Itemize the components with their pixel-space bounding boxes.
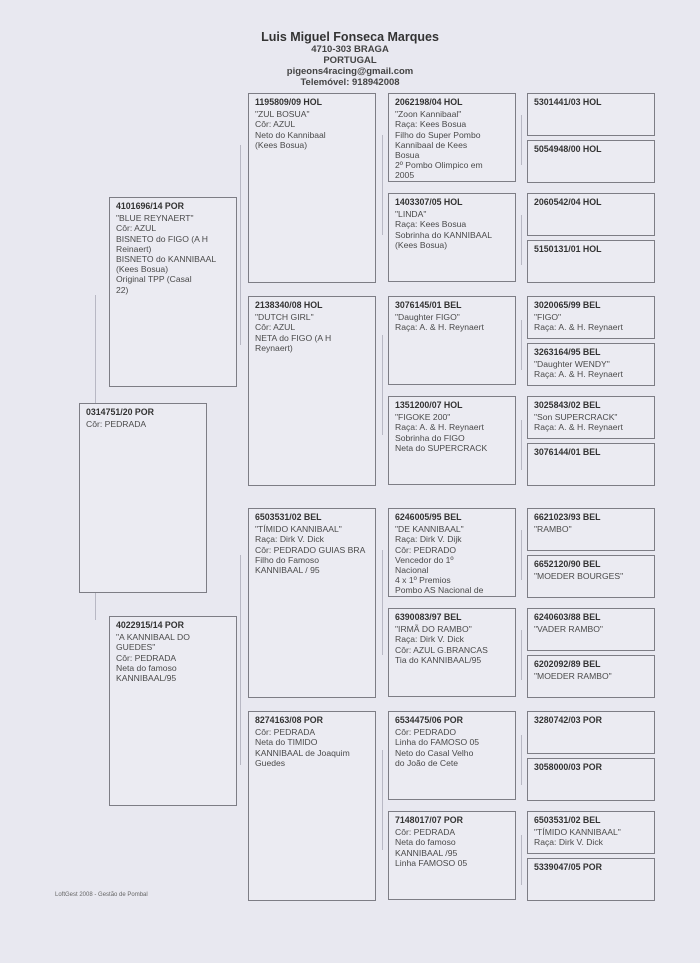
gen5-ancestor (527, 443, 655, 486)
pigeon-info: "IRMÃ DO RAMBO" Raça: Dirk V. Dick Côr: AZUL G.BRANCAS Tia do KANNIBAAL/95 (395, 624, 488, 665)
pigeon-info: "DE KANNIBAAL" Raça: Dirk V. Dijk Côr: PEDRADO Vencedor do 1º Nacional 4 x 1º Premios Pombo AS Nacional de (395, 524, 484, 596)
gen5-ancestor (527, 193, 655, 236)
connector-line (382, 335, 383, 435)
connector-line (521, 835, 522, 885)
parent-dam (109, 616, 237, 806)
pigeon-info: "MOEDER RAMBO" (534, 671, 612, 682)
ring-number: 5150131/01 HOL (534, 244, 602, 254)
pigeon-info: "FIGOKE 200" Raça: A. & H. Reynaert Sobrinha do FIGO Neta do SUPERCRACK (395, 412, 488, 453)
connector-line (521, 215, 522, 265)
connector-line (521, 630, 522, 680)
ring-number: 6390083/97 BEL (395, 612, 462, 622)
connector-line (240, 555, 241, 765)
ring-number: 2138340/08 HOL (255, 300, 323, 310)
connector-line (521, 735, 522, 785)
pigeon-info: "DUTCH GIRL" Côr: AZUL NETA do FIGO (A H Reynaert) (255, 312, 332, 353)
gen5-ancestor (527, 508, 655, 551)
great-grandparent (388, 93, 516, 182)
gen5-ancestor (527, 711, 655, 754)
ring-number: 6503531/02 BEL (534, 815, 601, 825)
grandparent (248, 711, 376, 901)
great-grandparent (388, 608, 516, 697)
pigeon-info: "VADER RAMBO" (534, 624, 603, 635)
gen5-ancestor (527, 758, 655, 801)
great-grandparent (388, 711, 516, 800)
ring-number: 1195809/09 HOL (255, 97, 323, 107)
ring-number: 6202092/89 BEL (534, 659, 601, 669)
ring-number: 0314751/20 POR (86, 407, 154, 417)
ring-number: 3058000/03 POR (534, 762, 602, 772)
ring-number: 6246005/95 BEL (395, 512, 462, 522)
gen5-ancestor (527, 396, 655, 439)
ring-number: 6534475/06 POR (395, 715, 463, 725)
great-grandparent (388, 296, 516, 385)
breeder-country: PORTUGAL (323, 55, 377, 66)
ring-number: 6240603/88 BEL (534, 612, 601, 622)
pigeon-info: "FIGO" Raça: A. & H. Reynaert (534, 312, 623, 333)
connector-line (382, 550, 383, 655)
ring-number: 2060542/04 HOL (534, 197, 602, 207)
pigeon-info: Côr: PEDRADA Neta do TIMIDO KANNIBAAL de Joaquim Guedes (255, 727, 350, 768)
pigeon-info: "RAMBO" (534, 524, 572, 535)
great-grandparent (388, 396, 516, 485)
ring-number: 1403307/05 HOL (395, 197, 463, 207)
gen5-ancestor (527, 296, 655, 339)
ring-number: 6503531/02 BEL (255, 512, 322, 522)
grandparent (248, 508, 376, 698)
gen5-ancestor (527, 858, 655, 901)
breeder-header (0, 30, 700, 88)
connector-line (521, 320, 522, 370)
gen5-ancestor (527, 93, 655, 136)
great-grandparent (388, 811, 516, 900)
grandparent (248, 93, 376, 283)
great-grandparent (388, 508, 516, 597)
gen5-ancestor (527, 240, 655, 283)
breeder-address: 4710-303 BRAGA (311, 44, 389, 55)
ring-number: 3025843/02 BEL (534, 400, 601, 410)
pigeon-info: "A KANNIBAAL DO GUEDES" Côr: PEDRADA Neta do famoso KANNIBAAL/95 (116, 632, 190, 684)
ring-number: 3076145/01 BEL (395, 300, 462, 310)
connector-line (521, 115, 522, 165)
pigeon-info: "Daughter FIGO" Raça: A. & H. Reynaert (395, 312, 484, 333)
parent-sire (109, 197, 237, 387)
ring-number: 8274163/08 POR (255, 715, 323, 725)
pigeon-info: "Daughter WENDY" Raça: A. & H. Reynaert (534, 359, 623, 380)
gen5-ancestor (527, 608, 655, 651)
pigeon-info: "MOEDER BOURGES" (534, 571, 624, 582)
pigeon-info: Côr: PEDRADO Linha do FAMOSO 05 Neto do Casal Velho do João de Cete (395, 727, 480, 768)
ring-number: 5301441/03 HOL (534, 97, 602, 107)
ring-number: 1351200/07 HOL (395, 400, 463, 410)
pigeon-info: "ZUL BOSUA" Côr: AZUL Neto do Kannibaal (Kees Bosua) (255, 109, 326, 150)
ring-number: 5339047/05 POR (534, 862, 602, 872)
ring-number: 4022915/14 POR (116, 620, 184, 630)
gen5-ancestor (527, 811, 655, 854)
pedigree-subject (79, 403, 207, 593)
pigeon-info: "LINDA" Raça: Kees Bosua Sobrinha do KANNIBAAL (Kees Bosua) (395, 209, 492, 250)
ring-number: 3280742/03 POR (534, 715, 602, 725)
gen5-ancestor (527, 140, 655, 183)
gen5-ancestor (527, 343, 655, 386)
ring-number: 6621023/93 BEL (534, 512, 601, 522)
pigeon-info: Côr: PEDRADA Neta do famoso KANNIBAAL /95 Linha FAMOSO 05 (395, 827, 468, 868)
pigeon-info: "TÍMIDO KANNIBAAL" Raça: Dirk V. Dick (534, 827, 621, 848)
gen5-ancestor (527, 555, 655, 598)
pigeon-info: "Son SUPERCRACK" Raça: A. & H. Reynaert (534, 412, 623, 433)
pigeon-info: "TÍMIDO KANNIBAAL" Raça: Dirk V. Dick Côr: PEDRADO GUIAS BRA Filho do Famoso KANNIBAAL / 95 (255, 524, 366, 576)
ring-number: 3020065/99 BEL (534, 300, 601, 310)
ring-number: 2062198/04 HOL (395, 97, 463, 107)
breeder-name: Luis Miguel Fonseca Marques (261, 30, 439, 44)
software-footer: LoftGest 2008 - Gestão de Pombal (55, 892, 148, 898)
ring-number: 5054948/00 HOL (534, 144, 602, 154)
connector-line (521, 530, 522, 580)
gen5-ancestor (527, 655, 655, 698)
pigeon-info: Côr: PEDRADA (86, 419, 147, 430)
ring-number: 6652120/90 BEL (534, 559, 601, 569)
pigeon-info: "Zoon Kannibaal" Raça: Kees Bosua Filho do Super Pombo Kannibaal de Kees Bosua 2º Pombo Olimpico em 2005 (395, 109, 483, 181)
grandparent (248, 296, 376, 486)
breeder-phone: Telemóvel: 918942008 (300, 77, 400, 88)
connector-line (382, 135, 383, 235)
connector-line (521, 420, 522, 470)
great-grandparent (388, 193, 516, 282)
breeder-email: pigeons4racing@gmail.com (286, 66, 414, 77)
ring-number: 7148017/07 POR (395, 815, 463, 825)
connector-line (240, 145, 241, 345)
ring-number: 3076144/01 BEL (534, 447, 601, 457)
pigeon-info: "BLUE REYNAERT" Côr: AZUL BISNETO do FIGO (A H Reinaert) BISNETO do KANNIBAAL (Kees Bosua) Original TPP (Casal 22) (116, 213, 217, 295)
ring-number: 3263164/95 BEL (534, 347, 601, 357)
ring-number: 4101696/14 POR (116, 201, 184, 211)
connector-line (382, 750, 383, 850)
